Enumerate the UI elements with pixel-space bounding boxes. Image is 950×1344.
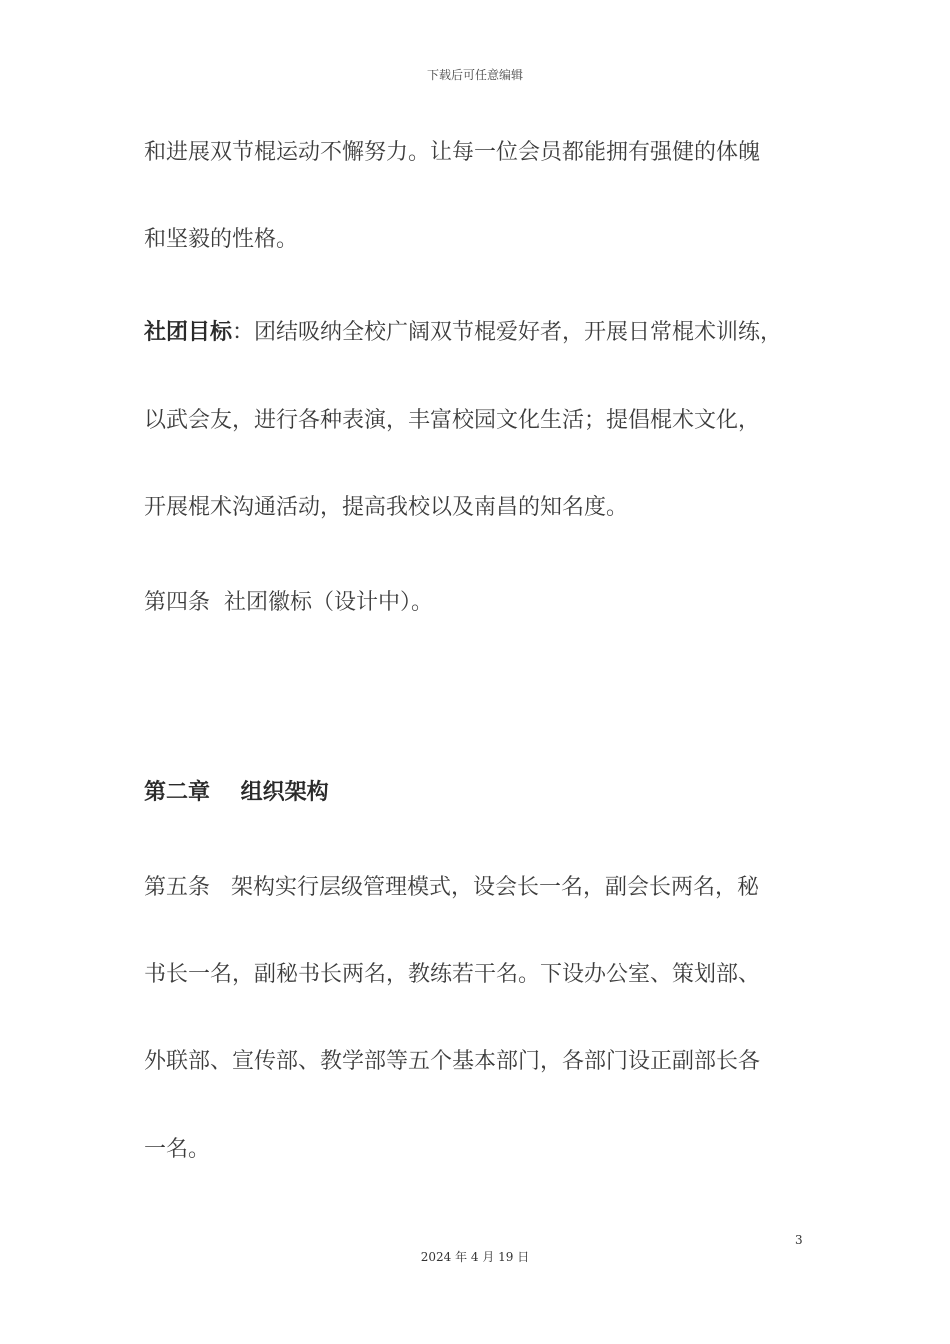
goal-label: 社团目标 [144,320,233,345]
footer-date: 2024 年 4 月 19 日 [420,1250,530,1264]
goal-line [144,318,782,348]
page-number: 3 [795,1233,803,1247]
paragraph-line: 和坚毅的性格。 [144,227,299,252]
paragraph-line: 和进展双节棍运动不懈努力。让每一位会员都能拥有强健的体魄 [144,140,761,165]
chapter-title: 第二章 组织架构 [144,780,329,805]
article-5-line: 外联部、宣传部、教学部等五个基本部门，各部门设正副部长各 [144,1049,761,1074]
paragraph-line: 以武会友，进行各种表演，丰富校园文化生活；提倡棍术文化， [144,408,761,433]
paragraph-line: 开展棍术沟通活动，提高我校以及南昌的知名度。 [144,495,629,520]
article-5-line: 书长一名，副秘书长两名，教练若干名。下设办公室、策划部、 [144,962,761,987]
article-5-line: 第五条 架构实行层级管理模式，设会长一名，副会长两名，秘 [144,875,759,900]
page-header: 下载后可任意编辑 [426,68,523,82]
goal-text: ：团结吸纳全校广阔双节棍爱好者，开展日常棍术训练， [232,320,783,345]
article-4: 第四条 社团徽标（设计中）。 [144,590,433,615]
article-5-line: 一名。 [144,1137,211,1162]
